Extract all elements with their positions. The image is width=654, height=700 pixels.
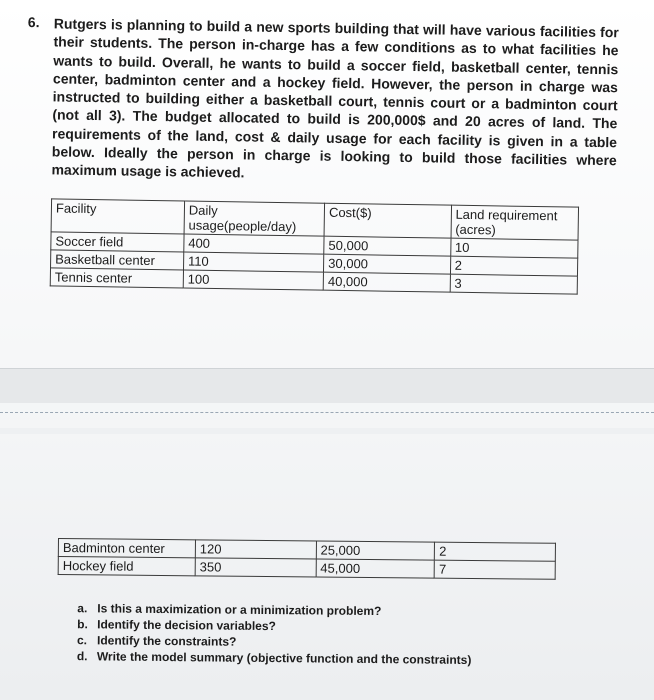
cell-facility: Soccer field [51,232,184,252]
cell-cost: 50,000 [324,236,451,256]
facility-table [50,198,579,294]
header-land: Land requirement (acres) [451,205,579,240]
continued-block [58,538,578,667]
cell-land: 3 [450,274,578,294]
cell-cost: 25,000 [316,541,435,560]
page-gap-band-lower [0,428,654,434]
cell-facility: Tennis center [50,268,183,288]
cell-facility: Badminton center [58,539,195,558]
dashed-divider [0,412,654,413]
cell-daily: 100 [183,270,323,290]
question-text: Rutgers is planning to build a new sports building that will have various facilities for their students. The person in-charge has a few conditions as to what facilities he wants to build. Overall, he wants to build a soccer field, basketball center, tennis center, badminton center and a hockey field. However, the person in charge was instructed to building either a basketball court, tennis court or a badminton court (not all 3). The budget allocated to build is 200,000$ and 20 acres of land. The requirements of the land, cost & daily usage for each facility is given in a table below. Ideally the person in charge is looking to build those facilities where maximum usage is achieved. [51,15,619,181]
cell-cost: 30,000 [324,254,451,274]
cell-land: 7 [434,560,555,579]
sub-question-letter: b. [77,617,88,632]
question-number: 6. [27,14,40,31]
cell-facility: Hockey field [58,557,195,576]
sub-question-letter: a. [77,601,88,616]
cell-daily: 400 [184,234,324,254]
cell-daily: 350 [195,558,316,577]
cell-cost: 45,000 [316,559,435,578]
sub-question-d [77,648,472,668]
sub-question-list [77,600,472,668]
sub-question-text: Is this a maximization or a minimization problem? [97,601,382,619]
question-block [27,14,619,291]
sub-question-letter: c. [76,633,88,648]
cell-land: 2 [450,256,578,276]
header-cost: Cost($) [324,203,451,238]
cell-land: 2 [435,542,556,561]
cell-land: 10 [450,238,578,258]
sub-question-text: Identify the constraints? [96,633,237,649]
cell-cost: 40,000 [323,272,450,292]
facility-table-continued [58,538,556,580]
cell-daily: 120 [195,540,316,559]
sub-question-letter: d. [76,649,88,664]
header-facility: Facility [51,199,184,234]
cell-facility: Basketball center [51,250,184,270]
cell-daily: 110 [183,252,323,272]
table-row [58,557,555,580]
page-gap-band [0,368,654,403]
sub-question-text: Write the model summary (objective function and the constraints) [96,649,472,667]
header-daily-usage: Daily usage(people/day) [184,201,325,236]
sub-question-text: Identify the decision variables? [97,617,276,634]
